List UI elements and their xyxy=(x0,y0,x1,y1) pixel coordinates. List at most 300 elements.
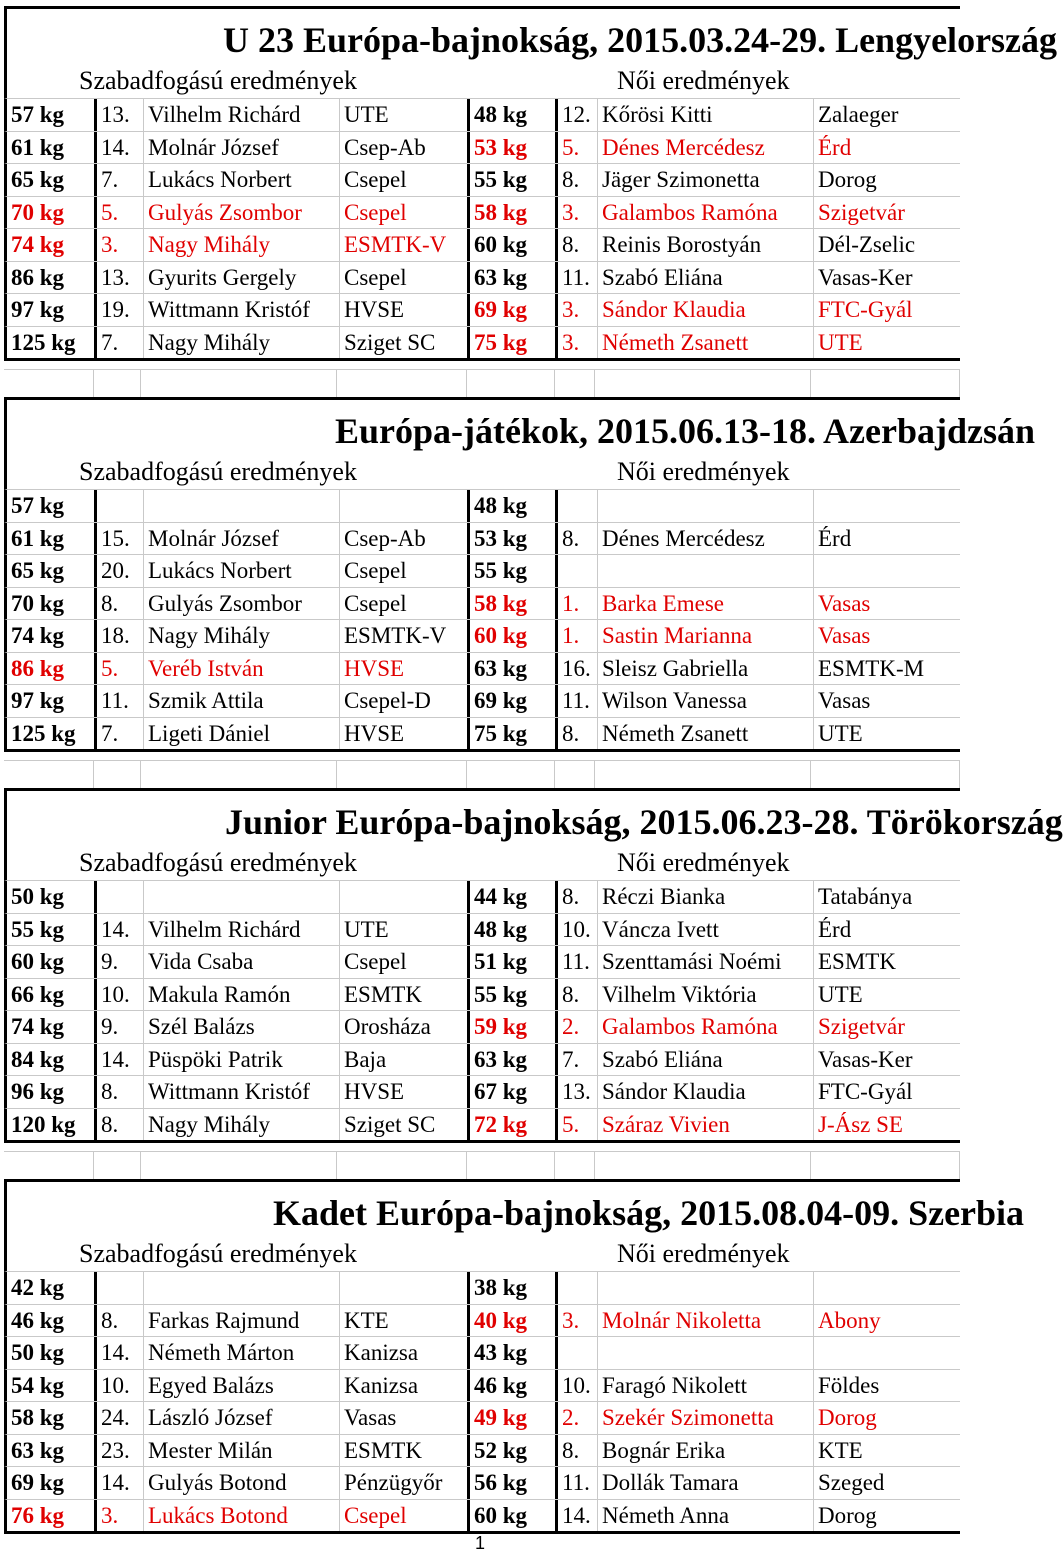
section-spacer xyxy=(4,361,960,397)
women-weight-class: 55 kg xyxy=(470,555,558,587)
women-club xyxy=(814,1272,960,1304)
women-weight-class: 63 kg xyxy=(470,262,558,294)
women-athlete-name: Jäger Szimonetta xyxy=(598,164,814,196)
women-club: UTE xyxy=(818,981,863,1007)
women-club: UTE xyxy=(818,329,863,355)
freestyle-athlete-name: Püspöki Patrik xyxy=(144,1044,340,1076)
results-section xyxy=(4,397,1035,752)
women-placement: 5. xyxy=(558,132,598,164)
freestyle-club: Csepel xyxy=(340,262,470,294)
women-athlete-name: Kőrösi Kitti xyxy=(598,99,814,131)
women-athlete-name: Németh Anna xyxy=(598,1500,814,1532)
section-spacer xyxy=(4,1143,960,1179)
freestyle-club: Csepel xyxy=(340,197,470,229)
freestyle-club: UTE xyxy=(340,99,470,131)
women-athlete-name: Réczi Bianka xyxy=(598,881,814,913)
result-row xyxy=(4,1304,960,1337)
freestyle-club: Csepel xyxy=(340,164,470,196)
freestyle-athlete-name: Molnár József xyxy=(144,523,340,555)
result-row xyxy=(4,1010,960,1043)
women-weight-class: 60 kg xyxy=(470,620,558,652)
women-placement: 3. xyxy=(558,197,598,229)
freestyle-placement xyxy=(97,881,144,913)
women-club: Tatabánya xyxy=(818,884,913,909)
freestyle-weight-class: 66 kg xyxy=(7,979,97,1011)
women-weight-class: 46 kg xyxy=(470,1370,558,1402)
freestyle-athlete-name: Lukács Botond xyxy=(144,1500,340,1532)
freestyle-club: Sziget SC xyxy=(340,327,470,359)
freestyle-placement: 24. xyxy=(97,1402,144,1434)
section-header-row xyxy=(4,1238,960,1271)
freestyle-weight-class: 86 kg xyxy=(7,653,97,685)
freestyle-placement: 13. xyxy=(97,262,144,294)
women-club: FTC-Gyál xyxy=(818,297,913,322)
women-club: Érd xyxy=(818,134,852,160)
freestyle-club: Csep-Ab xyxy=(340,523,470,555)
women-placement: 5. xyxy=(558,1109,598,1141)
freestyle-athlete-name: Németh Márton xyxy=(144,1337,340,1369)
women-club: Abony xyxy=(818,1307,881,1333)
freestyle-athlete-name: Gulyás Zsombor xyxy=(144,197,340,229)
women-placement: 7. xyxy=(558,1044,598,1076)
freestyle-placement: 5. xyxy=(97,197,144,229)
freestyle-placement: 19. xyxy=(97,294,144,326)
women-placement: 11. xyxy=(558,1467,598,1499)
freestyle-weight-class: 46 kg xyxy=(7,1305,97,1337)
section-header-row xyxy=(4,65,960,98)
freestyle-club xyxy=(340,1272,470,1304)
freestyle-club: Csepel xyxy=(340,946,470,978)
women-club: Zalaeger xyxy=(818,102,899,127)
result-row xyxy=(4,978,960,1011)
freestyle-weight-class: 63 kg xyxy=(7,1435,97,1467)
freestyle-placement: 9. xyxy=(97,946,144,978)
freestyle-placement: 18. xyxy=(97,620,144,652)
women-athlete-name: Németh Zsanett xyxy=(598,327,814,359)
freestyle-club: Orosháza xyxy=(340,1011,470,1043)
freestyle-club: Kanizsa xyxy=(340,1370,470,1402)
women-placement: 16. xyxy=(558,653,598,685)
freestyle-placement: 8. xyxy=(97,588,144,620)
result-row xyxy=(4,98,960,131)
freestyle-weight-class: 65 kg xyxy=(7,555,97,587)
women-weight-class: 38 kg xyxy=(470,1272,558,1304)
women-weight-class: 49 kg xyxy=(470,1402,558,1434)
women-club: KTE xyxy=(818,1437,863,1463)
women-weight-class: 48 kg xyxy=(470,490,558,522)
section-title-row xyxy=(4,791,1063,847)
freestyle-athlete-name xyxy=(144,1272,340,1304)
result-row xyxy=(4,522,960,555)
result-row xyxy=(4,684,960,717)
freestyle-club xyxy=(340,490,470,522)
freestyle-placement: 14. xyxy=(97,1044,144,1076)
women-athlete-name: Németh Zsanett xyxy=(598,718,814,750)
women-placement xyxy=(558,1337,598,1369)
result-row xyxy=(4,1075,960,1108)
results-section xyxy=(4,1179,1025,1534)
freestyle-weight-class: 70 kg xyxy=(7,197,97,229)
women-weight-class: 69 kg xyxy=(470,294,558,326)
result-row xyxy=(4,945,960,978)
freestyle-weight-class: 50 kg xyxy=(7,1337,97,1369)
freestyle-weight-class: 69 kg xyxy=(7,1467,97,1499)
freestyle-club: Pénzügyőr xyxy=(340,1467,470,1499)
freestyle-athlete-name: Makula Ramón xyxy=(144,979,340,1011)
women-header: Női eredmények xyxy=(617,457,790,486)
freestyle-placement: 8. xyxy=(97,1076,144,1108)
result-row xyxy=(4,1108,960,1141)
result-row xyxy=(4,489,960,522)
freestyle-athlete-name: Veréb István xyxy=(144,653,340,685)
women-placement: 1. xyxy=(558,620,598,652)
section-header-row xyxy=(4,456,960,489)
freestyle-placement: 20. xyxy=(97,555,144,587)
freestyle-placement: 7. xyxy=(97,164,144,196)
freestyle-placement: 13. xyxy=(97,99,144,131)
freestyle-club: HVSE xyxy=(340,653,470,685)
women-club: Érd xyxy=(818,916,852,942)
women-weight-class: 63 kg xyxy=(470,1044,558,1076)
women-club: Vasas xyxy=(818,590,871,616)
result-row xyxy=(4,326,960,359)
result-row xyxy=(4,880,960,913)
women-athlete-name: Dollák Tamara xyxy=(598,1467,814,1499)
result-row xyxy=(4,652,960,685)
freestyle-athlete-name: Gulyás Botond xyxy=(144,1467,340,1499)
women-weight-class: 52 kg xyxy=(470,1435,558,1467)
women-placement: 8. xyxy=(558,718,598,750)
women-placement: 10. xyxy=(558,914,598,946)
freestyle-athlete-name: Lukács Norbert xyxy=(144,164,340,196)
result-row xyxy=(4,619,960,652)
freestyle-header: Szabadfogású eredmények xyxy=(79,66,357,95)
result-row xyxy=(4,1336,960,1369)
freestyle-weight-class: 120 kg xyxy=(7,1109,97,1141)
freestyle-placement: 8. xyxy=(97,1109,144,1141)
section-spacer xyxy=(4,752,960,788)
women-club: Szigetvár xyxy=(818,199,905,225)
result-row xyxy=(4,587,960,620)
women-header: Női eredmények xyxy=(617,1239,790,1268)
result-row xyxy=(4,196,960,229)
freestyle-athlete-name: Wittmann Kristóf xyxy=(144,294,340,326)
freestyle-placement: 14. xyxy=(97,132,144,164)
result-row xyxy=(4,261,960,294)
results-section xyxy=(4,788,1063,1143)
women-athlete-name: Szabó Eliána xyxy=(598,1044,814,1076)
women-athlete-name: Szekér Szimonetta xyxy=(598,1402,814,1434)
section-title: Junior Európa-bajnokság, 2015.06.23-28. Törökország xyxy=(225,802,1063,842)
women-athlete-name: Sastin Marianna xyxy=(598,620,814,652)
freestyle-club: HVSE xyxy=(340,718,470,750)
women-athlete-name: Száraz Vivien xyxy=(598,1109,814,1141)
women-weight-class: 53 kg xyxy=(470,523,558,555)
women-placement xyxy=(558,490,598,522)
freestyle-club: Baja xyxy=(340,1044,470,1076)
women-placement: 14. xyxy=(558,1500,598,1532)
women-placement: 11. xyxy=(558,946,598,978)
women-athlete-name xyxy=(598,1272,814,1304)
section-header-row xyxy=(4,847,960,880)
freestyle-weight-class: 84 kg xyxy=(7,1044,97,1076)
women-club: UTE xyxy=(818,720,863,746)
freestyle-athlete-name: Gulyás Zsombor xyxy=(144,588,340,620)
freestyle-placement: 23. xyxy=(97,1435,144,1467)
women-weight-class: 40 kg xyxy=(470,1305,558,1337)
freestyle-club: ESMTK-V xyxy=(340,620,470,652)
section-title-row xyxy=(4,9,1058,65)
freestyle-weight-class: 70 kg xyxy=(7,588,97,620)
freestyle-athlete-name: Szél Balázs xyxy=(144,1011,340,1043)
freestyle-weight-class: 50 kg xyxy=(7,881,97,913)
freestyle-club: Csepel xyxy=(340,1500,470,1532)
women-weight-class: 63 kg xyxy=(470,653,558,685)
women-weight-class: 59 kg xyxy=(470,1011,558,1043)
women-placement: 1. xyxy=(558,588,598,620)
women-placement: 10. xyxy=(558,1370,598,1402)
women-club: Vasas xyxy=(818,688,871,713)
freestyle-athlete-name: Egyed Balázs xyxy=(144,1370,340,1402)
results-sheet xyxy=(4,6,1063,1534)
freestyle-weight-class: 74 kg xyxy=(7,229,97,261)
freestyle-placement: 5. xyxy=(97,653,144,685)
freestyle-weight-class: 61 kg xyxy=(7,523,97,555)
freestyle-athlete-name: Farkas Rajmund xyxy=(144,1305,340,1337)
result-row xyxy=(4,131,960,164)
result-row xyxy=(4,163,960,196)
result-row xyxy=(4,1499,960,1532)
freestyle-weight-class: 60 kg xyxy=(7,946,97,978)
women-athlete-name: Sándor Klaudia xyxy=(598,294,814,326)
freestyle-club: Kanizsa xyxy=(340,1337,470,1369)
women-club: ESMTK xyxy=(818,949,896,974)
women-weight-class: 55 kg xyxy=(470,979,558,1011)
freestyle-club: ESMTK xyxy=(340,979,470,1011)
freestyle-club: HVSE xyxy=(340,1076,470,1108)
women-weight-class: 60 kg xyxy=(470,229,558,261)
freestyle-weight-class: 57 kg xyxy=(7,99,97,131)
result-row xyxy=(4,554,960,587)
women-weight-class: 55 kg xyxy=(470,164,558,196)
freestyle-athlete-name: Vida Csaba xyxy=(144,946,340,978)
section-title: Európa-játékok, 2015.06.13-18. Azerbajdzsán xyxy=(335,411,1035,451)
women-club: Érd xyxy=(818,525,852,551)
women-weight-class: 53 kg xyxy=(470,132,558,164)
freestyle-club: ESMTK xyxy=(340,1435,470,1467)
freestyle-club: KTE xyxy=(340,1305,470,1337)
women-placement: 3. xyxy=(558,1305,598,1337)
women-placement: 2. xyxy=(558,1011,598,1043)
freestyle-athlete-name: Nagy Mihály xyxy=(144,1109,340,1141)
freestyle-athlete-name: Vilhelm Richárd xyxy=(144,99,340,131)
freestyle-weight-class: 58 kg xyxy=(7,1402,97,1434)
women-placement xyxy=(558,555,598,587)
freestyle-placement xyxy=(97,490,144,522)
women-placement: 12. xyxy=(558,99,598,131)
results-section xyxy=(4,6,1058,361)
freestyle-weight-class: 74 kg xyxy=(7,620,97,652)
freestyle-placement: 10. xyxy=(97,979,144,1011)
freestyle-club: Csepel xyxy=(340,555,470,587)
result-row xyxy=(4,1043,960,1076)
women-placement: 11. xyxy=(558,262,598,294)
women-club: Szigetvár xyxy=(818,1014,905,1039)
section-title: Kadet Európa-bajnokság, 2015.08.04-09. Szerbia xyxy=(273,1193,1025,1233)
women-placement: 8. xyxy=(558,164,598,196)
women-weight-class: 48 kg xyxy=(470,914,558,946)
freestyle-weight-class: 74 kg xyxy=(7,1011,97,1043)
result-row xyxy=(4,293,960,326)
women-placement: 8. xyxy=(558,229,598,261)
freestyle-placement: 3. xyxy=(97,229,144,261)
freestyle-placement: 14. xyxy=(97,914,144,946)
freestyle-weight-class: 86 kg xyxy=(7,262,97,294)
women-athlete-name: Dénes Mercédesz xyxy=(598,523,814,555)
women-placement: 13. xyxy=(558,1076,598,1108)
freestyle-club: Csepel-D xyxy=(340,685,470,717)
women-club xyxy=(814,490,960,522)
women-athlete-name: Szabó Eliána xyxy=(598,262,814,294)
freestyle-weight-class: 97 kg xyxy=(7,685,97,717)
freestyle-athlete-name: Nagy Mihály xyxy=(144,229,340,261)
freestyle-header: Szabadfogású eredmények xyxy=(79,1239,357,1268)
women-athlete-name: Bognár Erika xyxy=(598,1435,814,1467)
freestyle-placement: 10. xyxy=(97,1370,144,1402)
freestyle-placement: 7. xyxy=(97,327,144,359)
freestyle-placement: 14. xyxy=(97,1467,144,1499)
freestyle-athlete-name xyxy=(144,881,340,913)
women-athlete-name: Sleisz Gabriella xyxy=(598,653,814,685)
women-athlete-name: Sándor Klaudia xyxy=(598,1076,814,1108)
women-athlete-name: Wilson Vanessa xyxy=(598,685,814,717)
women-weight-class: 75 kg xyxy=(470,327,558,359)
women-placement: 8. xyxy=(558,979,598,1011)
women-club xyxy=(814,1337,960,1369)
freestyle-weight-class: 65 kg xyxy=(7,164,97,196)
women-club: Vasas-Ker xyxy=(818,1046,913,1072)
freestyle-weight-class: 54 kg xyxy=(7,1370,97,1402)
freestyle-placement: 8. xyxy=(97,1305,144,1337)
women-athlete-name: Szenttamási Noémi xyxy=(598,946,814,978)
freestyle-athlete-name: Nagy Mihály xyxy=(144,327,340,359)
women-placement: 3. xyxy=(558,294,598,326)
freestyle-placement: 3. xyxy=(97,1500,144,1532)
freestyle-placement: 15. xyxy=(97,523,144,555)
freestyle-athlete-name: Molnár József xyxy=(144,132,340,164)
freestyle-weight-class: 125 kg xyxy=(7,718,97,750)
freestyle-athlete-name: László József xyxy=(144,1402,340,1434)
section-title: U 23 Európa-bajnokság, 2015.03.24-29. Lengyelország xyxy=(223,20,1058,60)
result-row xyxy=(4,1401,960,1434)
result-row xyxy=(4,1434,960,1467)
freestyle-placement: 11. xyxy=(97,685,144,717)
women-athlete-name: Reinis Borostyán xyxy=(598,229,814,261)
women-athlete-name: Galambos Ramóna xyxy=(598,197,814,229)
section-title-row xyxy=(4,1182,1025,1238)
women-weight-class: 48 kg xyxy=(470,99,558,131)
women-placement: 11. xyxy=(558,685,598,717)
freestyle-weight-class: 61 kg xyxy=(7,132,97,164)
freestyle-athlete-name: Nagy Mihály xyxy=(144,620,340,652)
freestyle-athlete-name: Szmik Attila xyxy=(144,685,340,717)
women-club: Dorog xyxy=(818,167,877,192)
women-header: Női eredmények xyxy=(617,66,790,95)
women-placement: 8. xyxy=(558,1435,598,1467)
result-row xyxy=(4,1271,960,1304)
women-club: ESMTK-M xyxy=(818,655,925,681)
freestyle-header: Szabadfogású eredmények xyxy=(79,848,357,877)
freestyle-weight-class: 125 kg xyxy=(7,327,97,359)
freestyle-weight-class: 96 kg xyxy=(7,1076,97,1108)
women-club: Szeged xyxy=(818,1470,885,1495)
freestyle-athlete-name: Lukács Norbert xyxy=(144,555,340,587)
result-row xyxy=(4,1466,960,1499)
women-weight-class: 67 kg xyxy=(470,1076,558,1108)
freestyle-athlete-name: Ligeti Dániel xyxy=(144,718,340,750)
freestyle-header: Szabadfogású eredmények xyxy=(79,457,357,486)
women-club: J-Ász SE xyxy=(818,1111,903,1137)
women-club: Dorog xyxy=(818,1405,877,1430)
freestyle-athlete-name xyxy=(144,490,340,522)
women-weight-class: 72 kg xyxy=(470,1109,558,1141)
freestyle-club: UTE xyxy=(340,914,470,946)
women-athlete-name: Dénes Mercédesz xyxy=(598,132,814,164)
result-row xyxy=(4,1369,960,1402)
women-club: Vasas-Ker xyxy=(818,264,913,290)
freestyle-weight-class: 76 kg xyxy=(7,1500,97,1532)
women-weight-class: 60 kg xyxy=(470,1500,558,1532)
freestyle-athlete-name: Gyurits Gergely xyxy=(144,262,340,294)
result-row xyxy=(4,717,960,750)
women-weight-class: 69 kg xyxy=(470,685,558,717)
women-athlete-name xyxy=(598,1337,814,1369)
women-club: FTC-Gyál xyxy=(818,1079,913,1104)
women-athlete-name: Barka Emese xyxy=(598,588,814,620)
women-weight-class: 75 kg xyxy=(470,718,558,750)
freestyle-placement: 9. xyxy=(97,1011,144,1043)
women-club: Dorog xyxy=(818,1502,877,1528)
women-placement: 8. xyxy=(558,881,598,913)
freestyle-club: ESMTK-V xyxy=(340,229,470,261)
freestyle-club: Csep-Ab xyxy=(340,132,470,164)
women-weight-class: 58 kg xyxy=(470,197,558,229)
women-placement xyxy=(558,1272,598,1304)
freestyle-club: Vasas xyxy=(340,1402,470,1434)
women-athlete-name: Faragó Nikolett xyxy=(598,1370,814,1402)
women-header: Női eredmények xyxy=(617,848,790,877)
freestyle-placement: 14. xyxy=(97,1337,144,1369)
freestyle-weight-class: 55 kg xyxy=(7,914,97,946)
women-club: Földes xyxy=(818,1372,880,1398)
women-weight-class: 58 kg xyxy=(470,588,558,620)
women-athlete-name: Galambos Ramóna xyxy=(598,1011,814,1043)
freestyle-club: Csepel xyxy=(340,588,470,620)
women-athlete-name: Váncza Ivett xyxy=(598,914,814,946)
women-placement: 3. xyxy=(558,327,598,359)
women-athlete-name xyxy=(598,490,814,522)
women-weight-class: 44 kg xyxy=(470,881,558,913)
page-number: 1 xyxy=(474,1533,485,1553)
freestyle-athlete-name: Vilhelm Richárd xyxy=(144,914,340,946)
section-title-row xyxy=(4,400,1035,456)
freestyle-weight-class: 42 kg xyxy=(7,1272,97,1304)
freestyle-club xyxy=(340,881,470,913)
women-club: Dél-Zselic xyxy=(818,232,916,257)
freestyle-club: HVSE xyxy=(340,294,470,326)
women-weight-class: 51 kg xyxy=(470,946,558,978)
freestyle-weight-class: 97 kg xyxy=(7,294,97,326)
